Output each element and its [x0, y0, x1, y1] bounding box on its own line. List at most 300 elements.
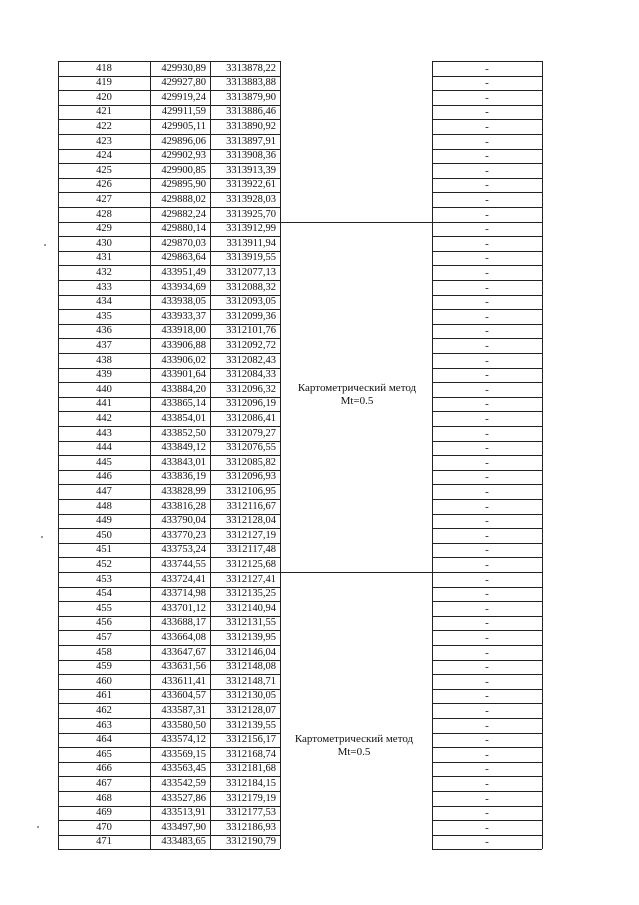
row-divider: [58, 134, 280, 135]
cell-x: 433714,98: [161, 588, 206, 600]
cell-y: 3312117,48: [226, 544, 276, 556]
cell-y: 3312086,41: [226, 412, 276, 424]
row-divider: [432, 645, 542, 646]
cell-dash: -: [485, 296, 489, 309]
cell-num: 469: [96, 807, 112, 819]
cell-x: 433906,02: [161, 354, 206, 366]
cell-num: 436: [96, 325, 112, 337]
cell-dash: -: [485, 544, 489, 557]
cell-x: 433934,69: [161, 281, 206, 293]
cell-y: 3312092,72: [226, 339, 276, 351]
cell-y: 3312096,19: [226, 398, 276, 410]
cell-x: 433569,15: [161, 748, 206, 760]
row-divider: [58, 178, 280, 179]
row-divider: [58, 820, 280, 821]
cell-x: 433938,05: [161, 296, 206, 308]
cell-dash: -: [485, 223, 489, 236]
cell-y: 3312179,19: [226, 792, 276, 804]
cell-num: 422: [96, 120, 112, 132]
cell-dash: -: [485, 106, 489, 119]
cell-dash: -: [485, 836, 489, 849]
cell-dash: -: [485, 704, 489, 717]
row-divider: [432, 397, 542, 398]
row-divider: [432, 528, 542, 529]
row-divider: [58, 791, 280, 792]
cell-y: 3312184,15: [226, 777, 276, 789]
cell-x: 433513,91: [161, 807, 206, 819]
cell-y: 3312101,76: [226, 325, 276, 337]
cell-num: 462: [96, 704, 112, 716]
cell-y: 3313890,92: [226, 120, 276, 132]
cell-dash: -: [485, 777, 489, 790]
cell-x: 429905,11: [161, 120, 206, 132]
cell-dash: -: [485, 588, 489, 601]
cell-y: 3312168,74: [226, 748, 276, 760]
cell-dash: -: [485, 471, 489, 484]
cell-x: 433816,28: [161, 500, 206, 512]
cell-y: 3313886,46: [226, 106, 276, 118]
cell-num: 464: [96, 734, 112, 746]
cell-num: 443: [96, 427, 112, 439]
row-divider: [432, 368, 542, 369]
cell-dash: -: [485, 412, 489, 425]
row-divider: [432, 601, 542, 602]
group-separator: [280, 222, 432, 223]
row-divider: [432, 557, 542, 558]
cell-x: 433497,90: [161, 821, 206, 833]
row-divider: [58, 251, 280, 252]
row-divider: [432, 324, 542, 325]
cell-x: 433580,50: [161, 719, 206, 731]
row-divider: [432, 455, 542, 456]
row-divider: [432, 791, 542, 792]
row-divider: [58, 426, 280, 427]
cell-num: 460: [96, 675, 112, 687]
cell-x: 433865,14: [161, 398, 206, 410]
row-divider: [58, 601, 280, 602]
cell-x: 433701,12: [161, 602, 206, 614]
row-divider: [58, 747, 280, 748]
cell-dash: -: [485, 529, 489, 542]
cell-y: 3313908,36: [226, 150, 276, 162]
row-divider: [432, 280, 542, 281]
accuracy-label: Mt=0.5: [340, 395, 374, 407]
row-divider: [432, 616, 542, 617]
cell-x: 429880,14: [161, 223, 206, 235]
cell-y: 3312190,79: [226, 836, 276, 848]
cell-y: 3312130,05: [226, 690, 276, 702]
row-divider: [58, 309, 280, 310]
cell-dash: -: [485, 748, 489, 761]
cell-x: 433647,67: [161, 646, 206, 658]
row-divider: [58, 499, 280, 500]
row-divider: [432, 178, 542, 179]
cell-dash: -: [485, 792, 489, 805]
cell-y: 3313925,70: [226, 208, 276, 220]
cell-x: 433849,12: [161, 442, 206, 454]
cell-y: 3312139,95: [226, 631, 276, 643]
cell-x: 433933,37: [161, 310, 206, 322]
cell-num: 438: [96, 354, 112, 366]
row-divider: [432, 61, 542, 62]
row-divider: [58, 368, 280, 369]
method-note-1: [282, 382, 432, 408]
cell-y: 3312127,41: [226, 573, 276, 585]
cell-num: 470: [96, 821, 112, 833]
row-divider: [432, 820, 542, 821]
column-divider: [542, 61, 543, 849]
row-divider: [432, 674, 542, 675]
row-divider: [58, 382, 280, 383]
cell-num: 432: [96, 266, 112, 278]
cell-y: 3312148,08: [226, 661, 276, 673]
cell-y: 3312076,55: [226, 442, 276, 454]
row-divider: [432, 382, 542, 383]
cell-x: 429900,85: [161, 164, 206, 176]
cell-x: 433951,49: [161, 266, 206, 278]
row-divider: [432, 630, 542, 631]
row-divider: [58, 119, 280, 120]
row-divider: [58, 324, 280, 325]
cell-x: 429927,80: [161, 77, 206, 89]
cell-dash: -: [485, 266, 489, 279]
cell-dash: -: [485, 208, 489, 221]
cell-y: 3312146,04: [226, 646, 276, 658]
row-divider: [58, 76, 280, 77]
cell-x: 433918,00: [161, 325, 206, 337]
cell-y: 3312093,05: [226, 296, 276, 308]
row-divider: [432, 543, 542, 544]
cell-y: 3313919,55: [226, 252, 276, 264]
cell-dash: -: [485, 675, 489, 688]
cell-num: 463: [96, 719, 112, 731]
row-divider: [432, 849, 542, 850]
cell-dash: -: [485, 310, 489, 323]
row-divider: [432, 747, 542, 748]
cell-x: 433604,57: [161, 690, 206, 702]
cell-num: 445: [96, 456, 112, 468]
cell-dash: -: [485, 602, 489, 615]
row-divider: [58, 674, 280, 675]
cell-dash: -: [485, 485, 489, 498]
row-divider: [432, 762, 542, 763]
cell-num: 441: [96, 398, 112, 410]
cell-dash: -: [485, 631, 489, 644]
cell-x: 433587,31: [161, 704, 206, 716]
cell-num: 447: [96, 485, 112, 497]
row-divider: [432, 806, 542, 807]
cell-x: 433770,23: [161, 529, 206, 541]
cell-x: 433563,45: [161, 763, 206, 775]
scan-speck: [37, 826, 39, 828]
column-divider: [280, 61, 281, 849]
cell-y: 3312131,55: [226, 617, 276, 629]
cell-dash: -: [485, 281, 489, 294]
cell-x: 433724,41: [161, 573, 206, 585]
cell-num: 455: [96, 602, 112, 614]
cell-x: 433843,01: [161, 456, 206, 468]
cell-num: 458: [96, 646, 112, 658]
cell-num: 421: [96, 106, 112, 118]
row-divider: [432, 134, 542, 135]
cell-num: 457: [96, 631, 112, 643]
group-separator: [280, 572, 432, 573]
cell-y: 3312096,32: [226, 383, 276, 395]
cell-x: 429911,59: [161, 106, 206, 118]
row-divider: [58, 441, 280, 442]
row-divider: [58, 163, 280, 164]
cell-y: 3312127,19: [226, 529, 276, 541]
cell-num: 471: [96, 836, 112, 848]
row-divider: [58, 280, 280, 281]
row-divider: [432, 119, 542, 120]
cell-y: 3313879,90: [226, 91, 276, 103]
cell-num: 428: [96, 208, 112, 220]
cell-x: 429930,89: [161, 62, 206, 74]
cell-dash: -: [485, 427, 489, 440]
cell-dash: -: [485, 164, 489, 177]
cell-num: 420: [96, 91, 112, 103]
cell-dash: -: [485, 179, 489, 192]
cell-x: 429919,24: [161, 91, 206, 103]
cell-num: 468: [96, 792, 112, 804]
cell-num: 450: [96, 529, 112, 541]
row-divider: [432, 484, 542, 485]
cell-y: 3312082,43: [226, 354, 276, 366]
cell-num: 446: [96, 471, 112, 483]
cell-dash: -: [485, 150, 489, 163]
row-divider: [58, 411, 280, 412]
row-divider: [432, 514, 542, 515]
row-divider: [432, 499, 542, 500]
cell-dash: -: [485, 573, 489, 586]
cell-y: 3313928,03: [226, 193, 276, 205]
cell-num: 453: [96, 573, 112, 585]
cell-x: 429882,24: [161, 208, 206, 220]
cell-y: 3312116,67: [226, 500, 276, 512]
cell-dash: -: [485, 252, 489, 265]
cell-num: 459: [96, 661, 112, 673]
cell-y: 3313883,88: [226, 77, 276, 89]
cell-num: 434: [96, 296, 112, 308]
cell-dash: -: [485, 120, 489, 133]
row-divider: [58, 528, 280, 529]
row-divider: [432, 90, 542, 91]
cell-dash: -: [485, 646, 489, 659]
row-divider: [58, 587, 280, 588]
row-divider: [58, 630, 280, 631]
cell-num: 430: [96, 237, 112, 249]
row-divider: [58, 835, 280, 836]
row-divider: [58, 733, 280, 734]
row-divider: [432, 689, 542, 690]
cell-x: 429902,93: [161, 150, 206, 162]
cell-dash: -: [485, 515, 489, 528]
row-divider: [432, 441, 542, 442]
row-divider: [432, 718, 542, 719]
cell-dash: -: [485, 62, 489, 75]
cell-x: 433884,20: [161, 383, 206, 395]
row-divider: [432, 660, 542, 661]
row-divider: [58, 455, 280, 456]
row-divider: [58, 557, 280, 558]
row-divider: [58, 105, 280, 106]
method-note-2: [279, 733, 429, 759]
row-divider: [432, 76, 542, 77]
row-divider: [58, 236, 280, 237]
cell-dash: -: [485, 617, 489, 630]
cell-y: 3312186,93: [226, 821, 276, 833]
row-divider: [432, 236, 542, 237]
cell-dash: -: [485, 807, 489, 820]
row-divider: [432, 733, 542, 734]
cell-num: 437: [96, 339, 112, 351]
cell-y: 3313912,99: [226, 223, 276, 235]
cell-num: 425: [96, 164, 112, 176]
cell-num: 448: [96, 500, 112, 512]
cell-num: 418: [96, 62, 112, 74]
cell-num: 431: [96, 252, 112, 264]
cell-dash: -: [485, 91, 489, 104]
column-divider: [432, 61, 433, 849]
column-divider: [210, 61, 211, 849]
method-label: Картометрический метод: [294, 733, 414, 745]
cell-x: 433906,88: [161, 339, 206, 351]
row-divider: [58, 470, 280, 471]
cell-num: 465: [96, 748, 112, 760]
row-divider: [432, 207, 542, 208]
row-divider: [58, 776, 280, 777]
cell-y: 3312088,32: [226, 281, 276, 293]
cell-x: 433790,04: [161, 515, 206, 527]
row-divider: [58, 718, 280, 719]
cell-y: 3312128,04: [226, 515, 276, 527]
cell-y: 3313911,94: [226, 237, 276, 249]
cell-num: 439: [96, 369, 112, 381]
cell-y: 3312148,71: [226, 675, 276, 687]
row-divider: [432, 251, 542, 252]
cell-x: 433852,50: [161, 427, 206, 439]
cell-x: 433611,41: [161, 675, 206, 687]
row-divider: [58, 192, 280, 193]
cell-x: 433527,86: [161, 792, 206, 804]
cell-num: 424: [96, 150, 112, 162]
cell-y: 3312135,25: [226, 588, 276, 600]
row-divider: [432, 587, 542, 588]
cell-dash: -: [485, 77, 489, 90]
row-divider: [432, 192, 542, 193]
cell-x: 433664,08: [161, 631, 206, 643]
cell-num: 435: [96, 310, 112, 322]
row-divider: [58, 295, 280, 296]
cell-num: 467: [96, 777, 112, 789]
cell-y: 3313913,39: [226, 164, 276, 176]
row-divider: [58, 514, 280, 515]
cell-dash: -: [485, 763, 489, 776]
column-divider: [58, 61, 59, 849]
cell-x: 433574,12: [161, 734, 206, 746]
row-divider: [58, 616, 280, 617]
cell-x: 433901,64: [161, 369, 206, 381]
row-divider: [432, 572, 542, 573]
cell-y: 3312099,36: [226, 310, 276, 322]
cell-dash: -: [485, 821, 489, 834]
row-divider: [58, 149, 280, 150]
row-divider: [432, 105, 542, 106]
method-label: Картометрический метод: [297, 382, 417, 394]
cell-y: 3312156,17: [226, 734, 276, 746]
cell-num: 444: [96, 442, 112, 454]
cell-dash: -: [485, 135, 489, 148]
row-divider: [58, 572, 280, 573]
cell-x: 433828,99: [161, 485, 206, 497]
cell-y: 3312096,93: [226, 471, 276, 483]
cell-num: 419: [96, 77, 112, 89]
cell-dash: -: [485, 398, 489, 411]
cell-num: 451: [96, 544, 112, 556]
row-divider: [58, 397, 280, 398]
cell-x: 433631,56: [161, 661, 206, 673]
cell-y: 3312077,13: [226, 266, 276, 278]
row-divider: [432, 703, 542, 704]
cell-dash: -: [485, 661, 489, 674]
cell-x: 433854,01: [161, 412, 206, 424]
cell-y: 3312084,33: [226, 369, 276, 381]
row-divider: [58, 660, 280, 661]
cell-num: 466: [96, 763, 112, 775]
cell-dash: -: [485, 500, 489, 513]
row-divider: [58, 762, 280, 763]
scan-speck: [44, 244, 46, 246]
row-divider: [432, 295, 542, 296]
cell-y: 3313897,91: [226, 135, 276, 147]
row-divider: [58, 207, 280, 208]
row-divider: [58, 61, 280, 62]
row-divider: [432, 353, 542, 354]
cell-num: 433: [96, 281, 112, 293]
cell-num: 440: [96, 383, 112, 395]
cell-num: 426: [96, 179, 112, 191]
cell-dash: -: [485, 354, 489, 367]
row-divider: [432, 426, 542, 427]
cell-dash: -: [485, 558, 489, 571]
cell-x: 429888,02: [161, 193, 206, 205]
row-divider: [58, 338, 280, 339]
accuracy-label: Mt=0.5: [337, 746, 371, 758]
column-divider: [150, 61, 151, 849]
row-divider: [432, 411, 542, 412]
cell-dash: -: [485, 237, 489, 250]
cell-x: 433753,24: [161, 544, 206, 556]
cell-dash: -: [485, 383, 489, 396]
cell-num: 442: [96, 412, 112, 424]
row-divider: [432, 265, 542, 266]
cell-dash: -: [485, 325, 489, 338]
row-divider: [58, 353, 280, 354]
cell-dash: -: [485, 339, 489, 352]
cell-y: 3312085,82: [226, 456, 276, 468]
cell-x: 429870,03: [161, 237, 206, 249]
row-divider: [432, 149, 542, 150]
row-divider: [432, 338, 542, 339]
cell-y: 3312106,95: [226, 485, 276, 497]
cell-dash: -: [485, 719, 489, 732]
cell-num: 454: [96, 588, 112, 600]
row-divider: [58, 849, 280, 850]
row-divider: [432, 776, 542, 777]
cell-dash: -: [485, 734, 489, 747]
cell-num: 456: [96, 617, 112, 629]
